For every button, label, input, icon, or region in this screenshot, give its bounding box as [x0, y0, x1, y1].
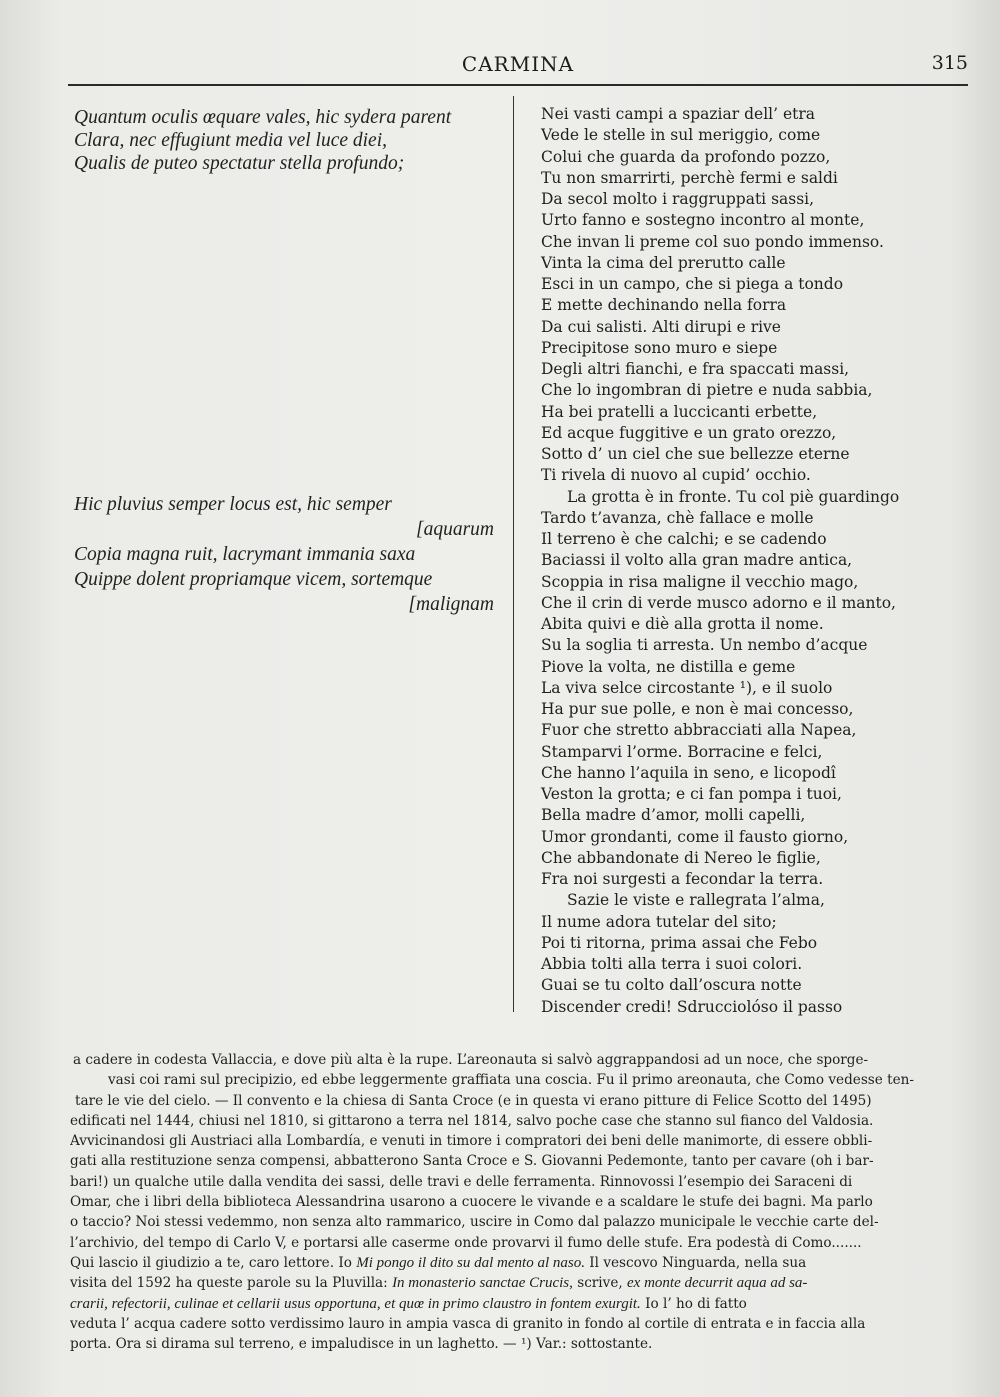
- verse-line: Stamparvi l’orme. Borracine e felci,: [541, 742, 823, 761]
- footnote-line: l’archivio, del tempo di Carlo V, e portarsi alle caserme onde provarvi il fumo delle stufe. Era podestà di Como.......: [70, 1234, 862, 1251]
- verse-line: Vinta la cima del prerutto calle: [541, 253, 786, 272]
- footnote-text-run: scrive,: [572, 1275, 628, 1292]
- verse-line: Vede le stelle in sul meriggio, come: [541, 126, 821, 145]
- verse-line: Colui che guarda da profondo pozzo,: [541, 147, 831, 166]
- latin-line: Quantum oculis œquare vales, hic sydera parent: [74, 107, 452, 128]
- verse-line: E mette dechinando nella forra: [541, 296, 787, 315]
- verse-line: Bella madre d’amor, molli capelli,: [541, 806, 806, 825]
- latin-line-continuation: [malignam: [408, 594, 494, 615]
- running-head: [68, 52, 968, 82]
- footnote-line: [70, 1253, 970, 1273]
- italian-verse: [541, 104, 971, 1018]
- verse-line: Scoppia in risa maligne il vecchio mago,: [541, 572, 859, 591]
- verse-line: Abbia tolti alla terra i suoi colori.: [541, 955, 803, 973]
- verse-line: Il nume adora tutelar del sito;: [541, 912, 777, 931]
- footnote-text-run: visita del 1592 ha queste parole su la Pluvilla:: [70, 1275, 393, 1292]
- footnote-line: a cadere in codesta Vallaccia, e dove più alta è la rupe. L’areonauta si salvò aggrappandosi ad un noce, che sporge-: [73, 1052, 869, 1068]
- verse-line: Nei vasti campi a spaziar dell’ etra: [541, 105, 816, 123]
- verse-line: Abita quivi e diè alla grotta il nome.: [541, 615, 824, 633]
- latin-verse-block-2: [74, 492, 494, 617]
- verse-line: Guai se tu colto dall’oscura notte: [541, 976, 802, 995]
- verse-line: Precipitose sono muro e siepe: [541, 338, 778, 357]
- footnote-text: [70, 1050, 970, 1354]
- footnote-line: o taccio? Noi stessi vedemmo, non senza alto rammarico, uscire in Como dal palazzo municipale le vecchie carte del-: [70, 1214, 879, 1231]
- running-title: CARMINA: [461, 52, 575, 76]
- verse-line: Da secol molto i raggruppati sassi,: [541, 190, 815, 208]
- verse-line: Su la soglia ti arresta. Un nembo d’acque: [541, 636, 868, 655]
- footnote-line: vasi coi rami sul precipizio, ed ebbe leggermente graffiata una coscia. Fu il primo areonauta, che Como vedesse ten-: [108, 1072, 914, 1089]
- footnote-line: bari!) un qualche utile dalla vendita dei sassi, delle travi e delle ferramenta. Rinnovossi l’esempio dei Saraceni di: [70, 1173, 853, 1190]
- verse-line: La viva selce circostante ¹), e il suolo: [541, 678, 833, 697]
- verse-line: Ha bei pratelli a luccicanti erbette,: [541, 402, 818, 421]
- verse-line: La grotta è in fronte. Tu col piè guardingo: [567, 487, 900, 506]
- verse-line: Da cui salisti. Alti dirupi e rive: [541, 317, 781, 336]
- verse-line: Sotto d’ un ciel che sue bellezze eterne: [541, 445, 850, 463]
- latin-verse-block-1: [74, 106, 504, 175]
- verse-line: Ha pur sue polle, e non è mai concesso,: [541, 700, 854, 718]
- page-number: 315: [931, 52, 968, 74]
- verse-line: Poi ti ritorna, prima assai che Febo: [541, 933, 818, 952]
- footnote-quote-italic: Mi pongo il dito su dal mento al naso.: [356, 1254, 585, 1271]
- column-divider: [513, 96, 514, 1012]
- verse-line: Fra noi surgesti a fecondar la terra.: [541, 870, 824, 888]
- verse-line: Tu non smarrirti, perchè fermi e saldi: [541, 168, 838, 187]
- header-rule: [68, 84, 968, 86]
- footnote-line: edificati nel 1444, chiusi nel 1810, si gittarono a terra nel 1814, salvo poche case che stanno sul fianco del Valdosia.: [70, 1112, 874, 1129]
- verse-line: Tardo t’avanza, chè fallace e molle: [541, 508, 814, 527]
- verse-line: Discender credi! Sdrucciolóso il passo: [541, 997, 843, 1016]
- footnote-quote-italic: In monasterio sanctae Crucis,: [392, 1275, 573, 1292]
- latin-line: Qualis de puteo spectatur stella profundo;: [74, 153, 405, 174]
- verse-line: Il terreno è che calchi; e se cadendo: [541, 530, 827, 548]
- footnote-line: [70, 1294, 970, 1314]
- footnote-line: veduta l’ acqua cadere sotto verdissimo lauro in ampia vasca di granito in fondo al cortile di entrata e in faccia alla: [70, 1315, 866, 1332]
- verse-line: Che hanno l’aquila in seno, e licopodî: [541, 763, 836, 782]
- footnote-line: Avvicinandosi gli Austriaci alla Lombardía, e venuti in timore i compratori dei beni delle manimorte, di essere obbli-: [70, 1133, 873, 1150]
- latin-line: Clara, nec effugiunt media vel luce diei,: [74, 130, 387, 151]
- footnote-quote-italic: crarii, refectorii, culinae et cellarii usus opportuna, et quœ in primo claustro in fontem exurgit.: [70, 1295, 641, 1312]
- verse-line: Piove la volta, ne distilla e geme: [541, 657, 796, 676]
- footnote-quote-italic: ex monte decurrit aqua ad sa-: [627, 1275, 808, 1292]
- latin-line: Hic pluvius semper locus est, hic semper: [74, 494, 392, 515]
- verse-line: Urto fanno e sostegno incontro al monte,: [541, 211, 865, 230]
- footnote-line: gati alla restituzione senza compensi, abbatterono Santa Croce e S. Giovanni Pedemonte, tanto per cavare (oh i bar-: [70, 1153, 874, 1170]
- verse-line: Fuor che stretto abbracciati alla Napea,: [541, 721, 857, 740]
- verse-line: Veston la grotta; e ci fan pompa i tuoi,: [541, 785, 842, 803]
- verse-line: Che il crin di verde musco adorno e il manto,: [541, 593, 896, 612]
- verse-line: Degli altri fianchi, e fra spaccati massi,: [541, 360, 850, 378]
- verse-line: Ti rivela di nuovo al cupid’ occhio.: [541, 466, 811, 485]
- latin-line-continuation: [aquarum: [415, 519, 494, 540]
- footnote-text-run: Qui lascio il giudizio a te, caro lettore. Io: [70, 1254, 357, 1271]
- latin-line: Quippe dolent propriamque vicem, sortemque: [74, 569, 433, 590]
- footnote-line: [70, 1273, 970, 1293]
- verse-line: Esci in un campo, che si piega a tondo: [541, 275, 844, 293]
- verse-line: Sazie le viste e rallegrata l’alma,: [567, 891, 825, 910]
- verse-line: Che lo ingombran di pietre e nuda sabbia,: [541, 381, 873, 400]
- verse-line: Che abbandonate di Nereo le figlie,: [541, 848, 821, 867]
- footnote-text-run: Io l’ ho di fatto: [640, 1295, 747, 1312]
- verse-line: Ed acque fuggitive e un grato orezzo,: [541, 423, 837, 442]
- verse-line: Baciassi il volto alla gran madre antica,: [541, 551, 853, 570]
- latin-line: Copia magna ruit, lacrymant immania saxa: [74, 544, 416, 565]
- footnote-text-run: Il vescovo Ninguarda, nella sua: [584, 1254, 807, 1271]
- verse-line: Che invan li preme col suo pondo immenso.: [541, 232, 884, 251]
- verse-line: Umor grondanti, come il fausto giorno,: [541, 827, 849, 846]
- footnote-line: Omar, che i libri della biblioteca Alessandrina usarono a cuocere le vivande e a scaldare le stufe dei bagni. Ma parlo: [70, 1194, 873, 1211]
- footnote-line: porta. Ora si dirama sul terreno, e impaludisce in un laghetto. — ¹) Var.: sottostante.: [70, 1336, 653, 1353]
- footnote-line: tare le vie del cielo. — Il convento e la chiesa di Santa Croce (e in questa vi erano pitture di Felice Scotto del 1495): [75, 1092, 872, 1109]
